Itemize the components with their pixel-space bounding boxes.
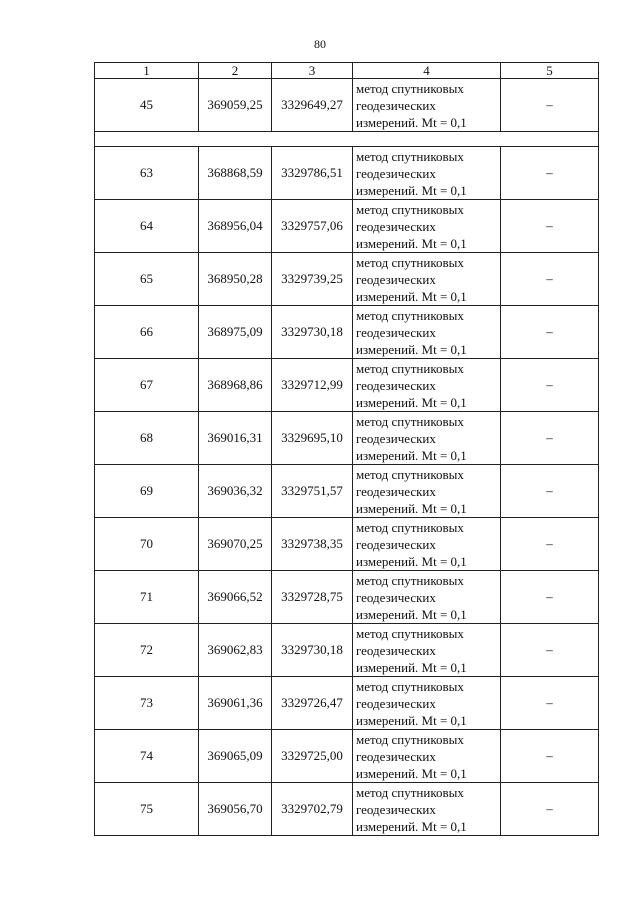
table-row [95, 359, 599, 412]
method-cell: метод спутниковых геодезических измерений. Mt = 0,1 [353, 624, 501, 677]
note-cell: – [501, 677, 599, 730]
header-col-1: 1 [95, 63, 199, 79]
x-coordinate-cell: 369065,09 [199, 730, 272, 783]
x-coordinate-cell: 369066,52 [199, 571, 272, 624]
point-number-cell: 45 [95, 79, 199, 132]
method-cell: метод спутниковых геодезических измерений. Mt = 0,1 [353, 200, 501, 253]
method-cell: метод спутниковых геодезических измерений. Mt = 0,1 [353, 359, 501, 412]
y-coordinate-cell: 3329738,35 [272, 518, 353, 571]
x-coordinate-cell: 369016,31 [199, 412, 272, 465]
note-cell: – [501, 359, 599, 412]
point-number-cell: 66 [95, 306, 199, 359]
header-col-5: 5 [501, 63, 599, 79]
x-coordinate-cell: 368968,86 [199, 359, 272, 412]
table-row [95, 730, 599, 783]
point-number-cell: 72 [95, 624, 199, 677]
table-row [95, 518, 599, 571]
y-coordinate-cell: 3329702,79 [272, 783, 353, 836]
y-coordinate-cell: 3329730,18 [272, 306, 353, 359]
note-cell: – [501, 147, 599, 200]
x-coordinate-cell: 369061,36 [199, 677, 272, 730]
point-number-cell: 73 [95, 677, 199, 730]
note-cell: – [501, 412, 599, 465]
note-cell: – [501, 783, 599, 836]
point-number-cell: 68 [95, 412, 199, 465]
method-cell: метод спутниковых геодезических измерений. Mt = 0,1 [353, 730, 501, 783]
method-cell: метод спутниковых геодезических измерений. Mt = 0,1 [353, 306, 501, 359]
table-row [95, 253, 599, 306]
x-coordinate-cell: 369062,83 [199, 624, 272, 677]
x-coordinate-cell: 369070,25 [199, 518, 272, 571]
table-body [95, 79, 599, 836]
table-row [95, 677, 599, 730]
x-coordinate-cell: 369036,32 [199, 465, 272, 518]
x-coordinate-cell: 368975,09 [199, 306, 272, 359]
x-coordinate-cell: 369059,25 [199, 79, 272, 132]
x-coordinate-cell: 368868,59 [199, 147, 272, 200]
gap-cell [95, 132, 599, 147]
x-coordinate-cell: 368956,04 [199, 200, 272, 253]
page-number: 80 [314, 37, 326, 51]
header-col-4: 4 [353, 63, 501, 79]
point-number-cell: 65 [95, 253, 199, 306]
table-header [95, 63, 599, 79]
note-cell: – [501, 306, 599, 359]
note-cell: – [501, 253, 599, 306]
note-cell: – [501, 465, 599, 518]
y-coordinate-cell: 3329739,25 [272, 253, 353, 306]
point-number-cell: 75 [95, 783, 199, 836]
table-row [95, 624, 599, 677]
y-coordinate-cell: 3329725,00 [272, 730, 353, 783]
note-cell: – [501, 518, 599, 571]
y-coordinate-cell: 3329757,06 [272, 200, 353, 253]
point-number-cell: 69 [95, 465, 199, 518]
method-cell: метод спутниковых геодезических измерений. Mt = 0,1 [353, 253, 501, 306]
table-row [95, 306, 599, 359]
method-cell: метод спутниковых геодезических измерений. Mt = 0,1 [353, 412, 501, 465]
point-number-cell: 71 [95, 571, 199, 624]
table-row [95, 79, 599, 132]
y-coordinate-cell: 3329730,18 [272, 624, 353, 677]
table-row [95, 412, 599, 465]
method-cell: метод спутниковых геодезических измерений. Mt = 0,1 [353, 79, 501, 132]
table-row [95, 783, 599, 836]
note-cell: – [501, 200, 599, 253]
note-cell: – [501, 571, 599, 624]
x-coordinate-cell: 368950,28 [199, 253, 272, 306]
header-col-3: 3 [272, 63, 353, 79]
table-row [95, 571, 599, 624]
y-coordinate-cell: 3329726,47 [272, 677, 353, 730]
method-cell: метод спутниковых геодезических измерений. Mt = 0,1 [353, 571, 501, 624]
header-row [95, 63, 599, 79]
method-cell: метод спутниковых геодезических измерений. Mt = 0,1 [353, 677, 501, 730]
table-row [95, 147, 599, 200]
point-number-cell: 74 [95, 730, 199, 783]
method-cell: метод спутниковых геодезических измерений. Mt = 0,1 [353, 783, 501, 836]
point-number-cell: 67 [95, 359, 199, 412]
note-cell: – [501, 624, 599, 677]
x-coordinate-cell: 369056,70 [199, 783, 272, 836]
table-row [95, 465, 599, 518]
note-cell: – [501, 79, 599, 132]
y-coordinate-cell: 3329712,99 [272, 359, 353, 412]
method-cell: метод спутниковых геодезических измерений. Mt = 0,1 [353, 147, 501, 200]
y-coordinate-cell: 3329695,10 [272, 412, 353, 465]
coordinates-table [94, 62, 599, 836]
table-gap-row [95, 132, 599, 147]
method-cell: метод спутниковых геодезических измерений. Mt = 0,1 [353, 465, 501, 518]
point-number-cell: 70 [95, 518, 199, 571]
point-number-cell: 63 [95, 147, 199, 200]
table-row [95, 200, 599, 253]
note-cell: – [501, 730, 599, 783]
point-number-cell: 64 [95, 200, 199, 253]
y-coordinate-cell: 3329728,75 [272, 571, 353, 624]
y-coordinate-cell: 3329751,57 [272, 465, 353, 518]
header-col-2: 2 [199, 63, 272, 79]
y-coordinate-cell: 3329786,51 [272, 147, 353, 200]
method-cell: метод спутниковых геодезических измерений. Mt = 0,1 [353, 518, 501, 571]
y-coordinate-cell: 3329649,27 [272, 79, 353, 132]
